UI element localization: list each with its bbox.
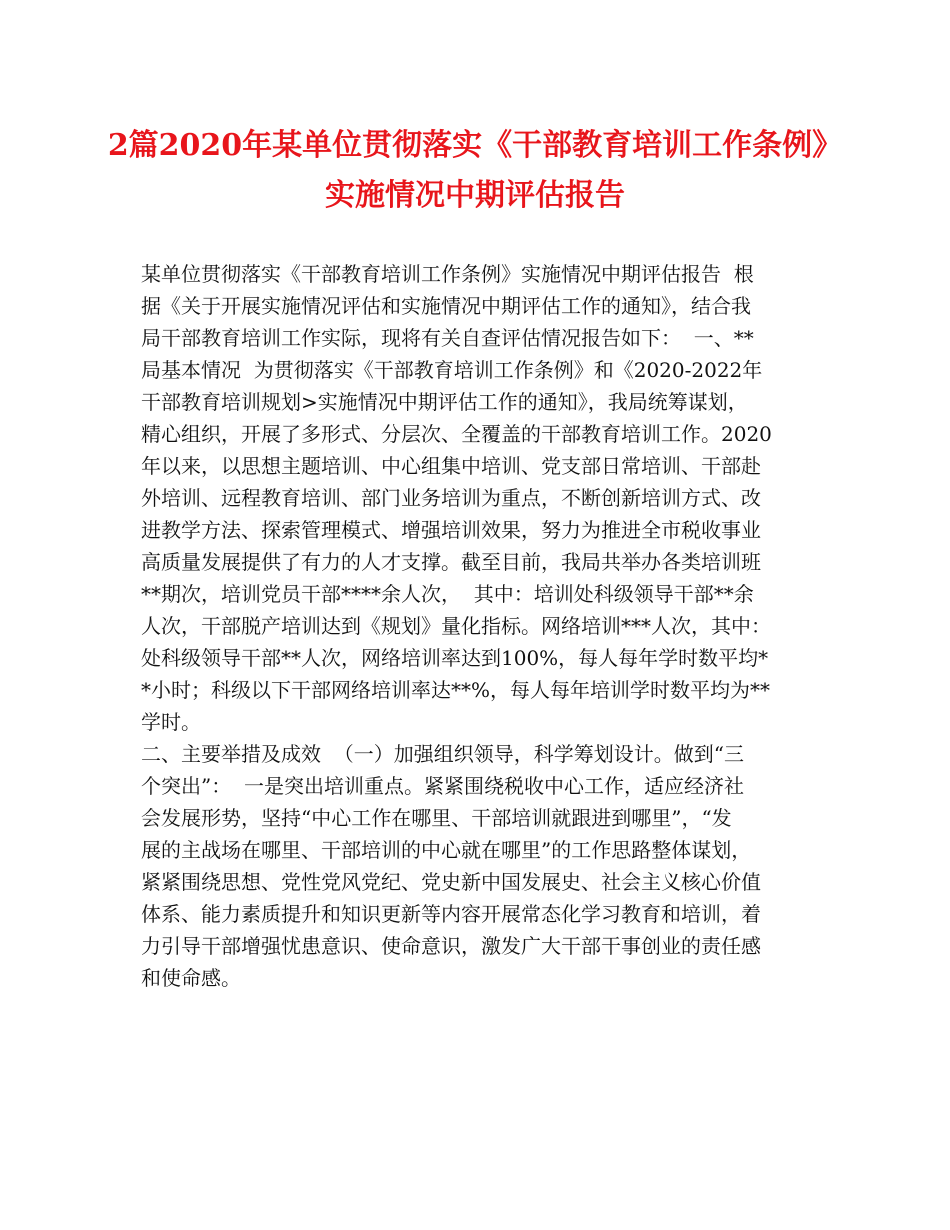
body-line: 某单位贯彻落实《干部教育培训工作条例》实施情况中期评估报告 根 bbox=[141, 262, 754, 286]
body-line: 进教学方法、探索管理模式、增强培训效果，努力为推进全市税收事业 bbox=[141, 518, 761, 542]
body-line: *小时；科级以下干部网络培训率达**%，每人每年培训学时数平均为** bbox=[141, 678, 771, 702]
body-line: 精心组织，开展了多形式、分层次、全覆盖的干部教育培训工作。2020 bbox=[141, 422, 772, 446]
body-line: 据《关于开展实施情况评估和实施情况中期评估工作的通知》，结合我 bbox=[141, 294, 751, 318]
body-line: 紧紧围绕思想、党性党风党纪、党史新中国发展史、社会主义核心价值 bbox=[141, 870, 761, 894]
body-line: 局干部教育培训工作实际，现将有关自查评估情况报告如下： 一、** bbox=[141, 326, 754, 350]
body-line: 处科级领导干部**人次，网络培训率达到100%，每人每年学时数平均* bbox=[141, 646, 769, 670]
body-line: 会发展形势，坚持“中心工作在哪里、干部培训就跟进到哪里”，“发 bbox=[141, 806, 732, 830]
body-line: 人次，干部脱产培训达到《规划》量化指标。网络培训***人次，其中： bbox=[141, 614, 771, 638]
body-line: 局基本情况 为贯彻落实《干部教育培训工作条例》和《2020-2022年 bbox=[141, 358, 763, 382]
body-line: 个突出”： 一是突出培训重点。紧紧围绕税收中心工作，适应经济社 bbox=[141, 774, 744, 798]
body-line: 体系、能力素质提升和知识更新等内容开展常态化学习教育和培训，着 bbox=[141, 902, 761, 926]
body-line: 力引导干部增强忧患意识、使命意识，激发广大干部干事创业的责任感 bbox=[141, 934, 761, 958]
body-line: 和使命感。 bbox=[141, 966, 241, 990]
body-line: 年以来，以思想主题培训、中心组集中培训、党支部日常培训、干部赴 bbox=[141, 454, 761, 478]
document-title-line-1: 2篇2020年某单位贯彻落实《干部教育培训工作条例》 bbox=[107, 128, 843, 163]
body-line: **期次，培训党员干部****余人次， 其中：培训处科级领导干部**余 bbox=[141, 582, 754, 606]
body-line: 展的主战场在哪里、干部培训的中心就在哪里”的工作思路整体谋划， bbox=[141, 838, 752, 862]
document-title-line-2: 实施情况中期评估报告 bbox=[325, 178, 625, 213]
body-line: 二、主要举措及成效 （一）加强组织领导，科学筹划设计。做到“三 bbox=[141, 742, 744, 766]
body-line: 干部教育培训规划>实施情况中期评估工作的通知》，我局统筹谋划， bbox=[141, 390, 748, 414]
body-line: 学时。 bbox=[141, 710, 201, 734]
body-line: 外培训、远程教育培训、部门业务培训为重点，不断创新培训方式、改 bbox=[141, 486, 761, 510]
body-line: 高质量发展提供了有力的人才支撑。截至目前，我局共举办各类培训班 bbox=[141, 550, 761, 574]
